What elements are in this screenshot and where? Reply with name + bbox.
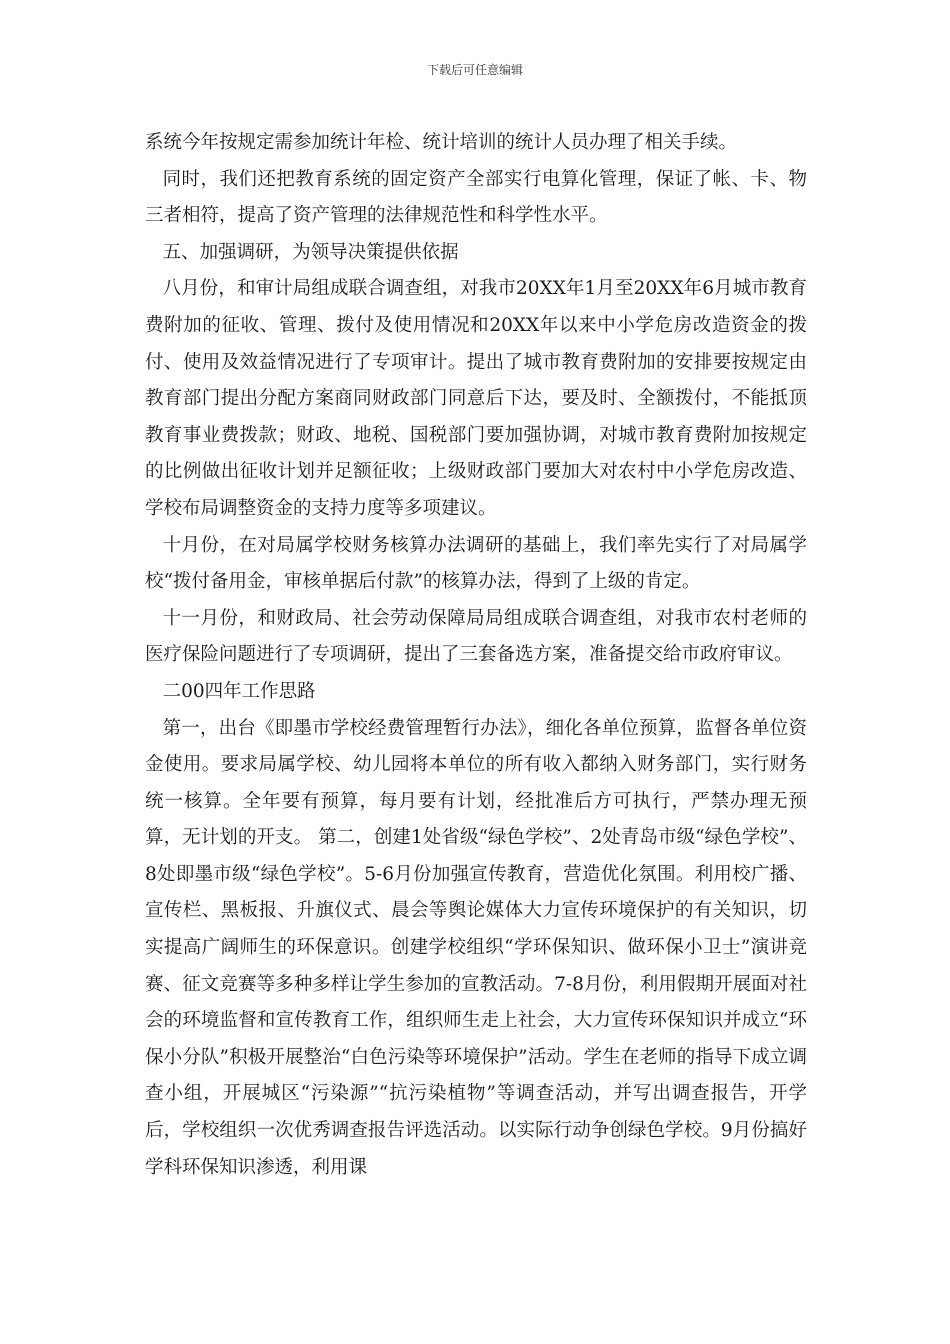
- paragraph: 同时，我们还把教育系统的固定资产全部实行电算化管理，保证了帐、卡、物三者相符，提高了资产管理的法律规范性和科学性水平。: [145, 168, 807, 227]
- paragraph: 系统今年按规定需参加统计年检、统计培训的统计人员办理了相关手续。: [145, 132, 738, 153]
- page-header: 下载后可任意编辑: [426, 63, 523, 77]
- section-heading: 二00四年工作思路: [162, 680, 316, 702]
- paragraph: 八月份，和审计局组成联合调查组，对我市20XX年1月至20XX年6月城市教育费附加的征收、管理、拨付及使用情况和20XX年以来中小学危房改造资金的拨付、使用及效益情况进行了专项审计。提出了城市教育费附加的安排要按规定由教育部门提出分配方案商同财政部门同意后下达，要及时、全额拨付，不能抵顶教育事业费拨款；财政、地税、国税部门要加强协调，对城市教育费附加按规定的比例做出征收计划并足额征收；上级财政部门要加大对农村中小学危房改造、学校布局调整资金的支持力度等多项建议。: [145, 278, 807, 519]
- paragraph: 第一，出台《即墨市学校经费管理暂行办法》，细化各单位预算，监督各单位资金使用。要求局属学校、幼儿园将本单位的所有收入都纳入财务部门，实行财务统一核算。全年要有预算，每月要有计划，经批准后方可执行，严禁办理无预算，无计划的开支。 第二，创建1处省级“绿色学校”、2处青岛市级“绿色学校”、8处即墨市级“绿色学校”。5-6月份加强宣传教育，营造优化氛围。利用校广播、宣传栏、黑板报、升旗仪式、晨会等舆论媒体大力宣传环境保护的有关知识，切实提高广阔师生的环保意识。创建学校组织“学环保知识、做环保小卫士”演讲竞赛、征文竞赛等多种多样让学生参加的宣教活动。7-8月份，利用假期开展面对社会的环境监督和宣传教育工作，组织师生走上社会，大力宣传环保知识并成立“环保小分队”积极开展整治“白色污染等环境保护”活动。学生在老师的指导下成立调查小组，开展城区“污染源”“抗污染植物”等调查活动，并写出调查报告，开学后，学校组织一次优秀调查报告评选活动。以实际行动争创绿色学校。9月份搞好学科环保知识渗透，利用课: [145, 717, 807, 1178]
- paragraph: 十一月份，和财政局、社会劳动保障局局组成联合调查组，对我市农村老师的医疗保险问题进行了专项调研，提出了三套备选方案，准备提交给市政府审议。: [145, 607, 807, 666]
- paragraph: 十月份，在对局属学校财务核算办法调研的基础上，我们率先实行了对局属学校“拨付备用金，审核单据后付款”的核算办法，得到了上级的肯定。: [145, 534, 807, 593]
- document-body: [145, 125, 807, 1186]
- section-heading: 五、加强调研，为领导决策提供依据: [162, 241, 459, 263]
